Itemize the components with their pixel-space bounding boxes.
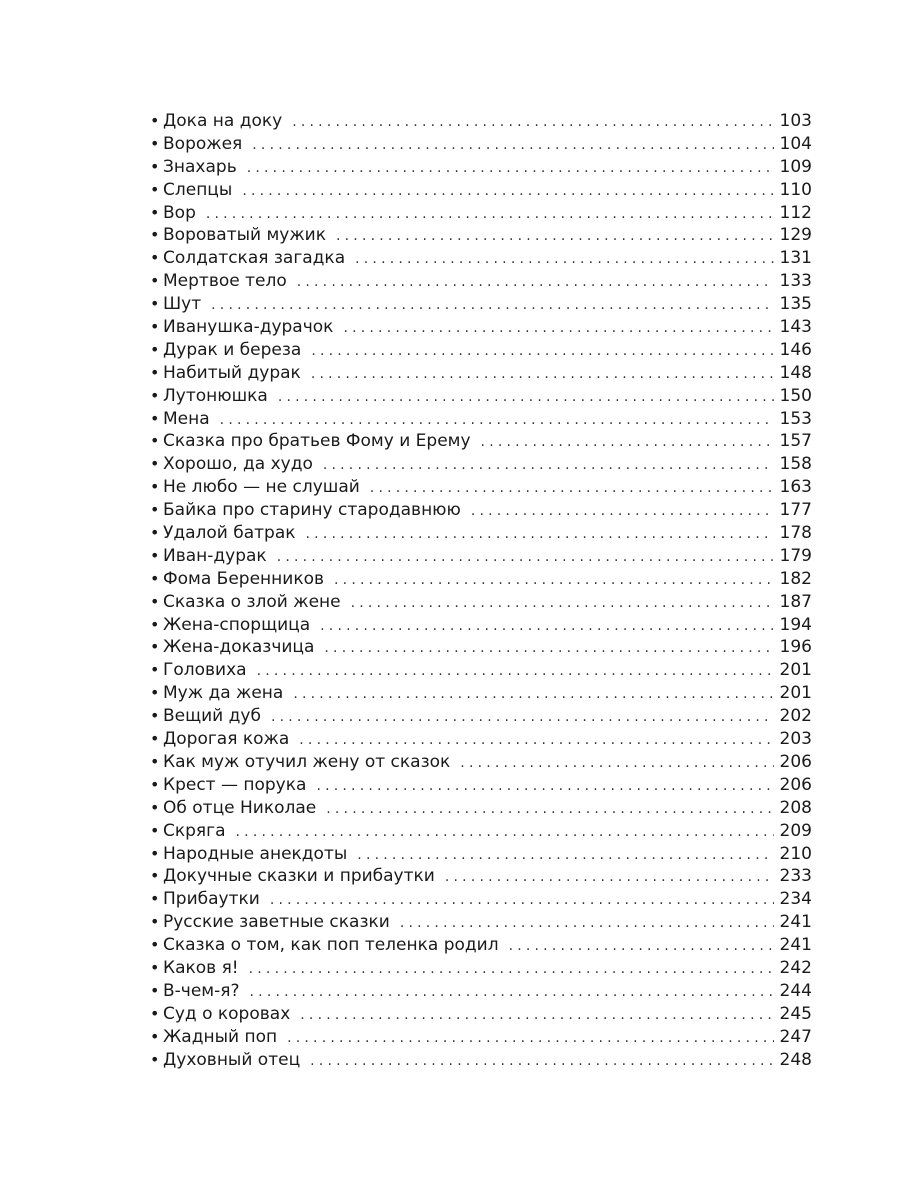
toc-entry <box>150 568 812 591</box>
entry-page-number: 194 <box>779 614 812 635</box>
bullet-icon: • <box>150 568 160 588</box>
entry-title: Как муж отучил жену от сказок <box>163 751 451 772</box>
entry-page-number: 196 <box>779 637 812 658</box>
bullet-icon: • <box>150 202 160 222</box>
toc-entry <box>150 888 812 911</box>
entry-page-number: 245 <box>779 1003 812 1024</box>
toc-entry <box>150 934 812 957</box>
toc-entry <box>150 522 812 545</box>
entry-title: Каков я! <box>163 957 239 978</box>
entry-title: Мертвое тело <box>163 271 287 292</box>
entry-title: Головиха <box>163 660 247 681</box>
bullet-icon: • <box>150 683 160 703</box>
dot-leader <box>297 271 774 294</box>
entry-page-number: 110 <box>779 179 812 200</box>
dot-leader <box>249 958 774 981</box>
entry-title: Фома Беренников <box>163 568 325 589</box>
bullet-icon: • <box>150 545 160 565</box>
bullet-icon: • <box>150 660 160 680</box>
bullet-icon: • <box>150 339 160 359</box>
entry-title: Байка про старину стародавнюю <box>163 500 461 521</box>
entry-page-number: 206 <box>779 751 812 772</box>
entry-page-number: 158 <box>779 454 812 475</box>
entry-title: Дорогая кожа <box>163 729 290 750</box>
dot-leader <box>211 294 773 317</box>
dot-leader <box>343 317 773 340</box>
entry-title: Сказка о злой жене <box>163 591 341 612</box>
bullet-icon: • <box>150 385 160 405</box>
toc-entry <box>150 591 812 614</box>
toc-entry <box>150 179 812 202</box>
entry-page-number: 182 <box>779 568 812 589</box>
dot-leader <box>316 775 773 798</box>
entry-page-number: 133 <box>779 271 812 292</box>
entry-page-number: 153 <box>779 408 812 429</box>
entry-page-number: 201 <box>779 660 812 681</box>
bullet-icon: • <box>150 1026 160 1046</box>
entry-page-number: 148 <box>779 362 812 383</box>
entry-title: Народные анекдоты <box>163 843 348 864</box>
bullet-icon: • <box>150 591 160 611</box>
dot-leader <box>300 1004 773 1027</box>
dot-leader <box>250 981 774 1004</box>
entry-page-number: 178 <box>779 523 812 544</box>
toc-entry <box>150 614 812 637</box>
bullet-icon: • <box>150 271 160 291</box>
entry-page-number: 135 <box>779 294 812 315</box>
entry-page-number: 131 <box>779 248 812 269</box>
dot-leader <box>357 844 773 867</box>
table-of-contents <box>150 110 812 1071</box>
toc-entry <box>150 705 812 728</box>
toc-entry <box>150 270 812 293</box>
bullet-icon: • <box>150 751 160 771</box>
dot-leader <box>242 180 773 203</box>
dot-leader <box>310 1050 773 1073</box>
bullet-icon: • <box>150 431 160 451</box>
entry-page-number: 201 <box>779 683 812 704</box>
bullet-icon: • <box>150 477 160 497</box>
bullet-icon: • <box>150 935 160 955</box>
bullet-icon: • <box>150 912 160 932</box>
entry-title: Не любо — не слушай <box>163 477 360 498</box>
dot-leader <box>324 637 773 660</box>
dot-leader <box>400 912 774 935</box>
entry-page-number: 109 <box>779 156 812 177</box>
dot-leader <box>306 523 774 546</box>
dot-leader <box>445 866 774 889</box>
toc-entry <box>150 865 812 888</box>
entry-title: Дурак и береза <box>163 339 302 360</box>
dot-leader <box>293 683 773 706</box>
bullet-icon: • <box>150 408 160 428</box>
entry-title: Докучные сказки и прибаутки <box>163 866 435 887</box>
entry-page-number: 209 <box>779 820 812 841</box>
entry-title: Жена-спорщица <box>163 614 311 635</box>
toc-entry <box>150 980 812 1003</box>
toc-entry <box>150 659 812 682</box>
entry-title: Вор <box>163 202 196 223</box>
entry-title: Крест — порука <box>163 774 307 795</box>
entry-title: Мена <box>163 408 210 429</box>
dot-leader <box>271 706 774 729</box>
bullet-icon: • <box>150 248 160 268</box>
entry-page-number: 241 <box>779 935 812 956</box>
entry-page-number: 247 <box>779 1026 812 1047</box>
bullet-icon: • <box>150 866 160 886</box>
dot-leader <box>292 111 773 134</box>
bullet-icon: • <box>150 1049 160 1069</box>
bullet-icon: • <box>150 111 160 130</box>
entry-page-number: 143 <box>779 317 812 338</box>
entry-title: Русские заветные сказки <box>163 912 390 933</box>
dot-leader <box>311 340 773 363</box>
toc-entry <box>150 316 812 339</box>
toc-entry <box>150 339 812 362</box>
toc-entry <box>150 430 812 453</box>
toc-entry <box>150 545 812 568</box>
bullet-icon: • <box>150 179 160 199</box>
dot-leader <box>326 798 773 821</box>
entry-title: Вороватый мужик <box>163 225 326 246</box>
entry-title: Муж да жена <box>163 683 284 704</box>
bullet-icon: • <box>150 500 160 520</box>
bullet-icon: • <box>150 362 160 382</box>
dot-leader <box>206 203 774 226</box>
toc-entry <box>150 682 812 705</box>
dot-leader <box>278 386 774 409</box>
bullet-icon: • <box>150 957 160 977</box>
entry-page-number: 206 <box>779 774 812 795</box>
entry-title: Слепцы <box>163 179 233 200</box>
dot-leader <box>509 935 774 958</box>
toc-entry <box>150 797 812 820</box>
entry-page-number: 163 <box>779 477 812 498</box>
entry-page-number: 104 <box>779 133 812 154</box>
entry-page-number: 150 <box>779 385 812 406</box>
entry-title: Жадный поп <box>163 1026 278 1047</box>
entry-title: Солдатская загадка <box>163 248 346 269</box>
toc-entry <box>150 247 812 270</box>
entry-title: Хорошо, да худо <box>163 454 313 475</box>
bullet-icon: • <box>150 797 160 817</box>
toc-entry <box>150 156 812 179</box>
toc-entry <box>150 202 812 225</box>
entry-page-number: 112 <box>779 202 812 223</box>
toc-entry <box>150 957 812 980</box>
entry-title: Набитый дурак <box>163 362 301 383</box>
dot-leader <box>320 615 773 638</box>
toc-entry <box>150 453 812 476</box>
bullet-icon: • <box>150 889 160 909</box>
entry-page-number: 242 <box>779 957 812 978</box>
entry-page-number: 202 <box>779 706 812 727</box>
dot-leader <box>252 134 773 157</box>
entry-page-number: 177 <box>779 500 812 521</box>
dot-leader <box>311 363 774 386</box>
dot-leader <box>257 660 774 683</box>
toc-entry <box>150 1049 812 1072</box>
entry-page-number: 210 <box>779 843 812 864</box>
dot-leader <box>299 729 773 752</box>
toc-entry <box>150 476 812 499</box>
toc-entry <box>150 385 812 408</box>
dot-leader <box>370 477 774 500</box>
entry-title: Удалой батрак <box>163 523 296 544</box>
bullet-icon: • <box>150 294 160 314</box>
dot-leader <box>481 431 774 454</box>
toc-entry <box>150 499 812 522</box>
entry-title: Суд о коровах <box>163 1003 291 1024</box>
bullet-icon: • <box>150 614 160 634</box>
dot-leader <box>334 569 774 592</box>
entry-title: Знахарь <box>163 156 237 177</box>
toc-entry <box>150 408 812 431</box>
dot-leader <box>351 592 774 615</box>
toc-entry <box>150 1026 812 1049</box>
entry-title: Ворожея <box>163 133 243 154</box>
toc-entry <box>150 843 812 866</box>
entry-title: Дока на доку <box>163 111 283 131</box>
toc-entry <box>150 110 812 133</box>
toc-entry <box>150 362 812 385</box>
bullet-icon: • <box>150 133 160 153</box>
entry-page-number: 157 <box>779 431 812 452</box>
entry-page-number: 146 <box>779 339 812 360</box>
bullet-icon: • <box>150 225 160 245</box>
entry-title: Вещий дуб <box>163 706 261 727</box>
dot-leader <box>471 500 774 523</box>
bullet-icon: • <box>150 729 160 749</box>
entry-title: Скряга <box>163 820 226 841</box>
toc-entry <box>150 224 812 247</box>
dot-leader <box>270 889 774 912</box>
bullet-icon: • <box>150 637 160 657</box>
entry-page-number: 179 <box>779 545 812 566</box>
toc-entry <box>150 1003 812 1026</box>
bullet-icon: • <box>150 1003 160 1023</box>
dot-leader <box>336 225 774 248</box>
entry-title: Иванушка-дурачок <box>163 317 334 338</box>
bullet-icon: • <box>150 454 160 474</box>
dot-leader <box>277 546 774 569</box>
dot-leader <box>287 1027 773 1050</box>
toc-entry <box>150 293 812 316</box>
dot-leader <box>323 454 774 477</box>
toc-entry <box>150 636 812 659</box>
entry-title: Сказка о том, как поп теленка родил <box>163 935 499 956</box>
entry-title: Духовный отец <box>163 1049 301 1070</box>
toc-entry <box>150 911 812 934</box>
entry-title: Прибаутки <box>163 889 260 910</box>
toc-entry <box>150 774 812 797</box>
entry-title: Шут <box>163 294 202 315</box>
bullet-icon: • <box>150 317 160 337</box>
entry-page-number: 234 <box>779 889 812 910</box>
entry-title: В-чем-я? <box>163 980 240 1001</box>
bullet-icon: • <box>150 980 160 1000</box>
toc-entry <box>150 133 812 156</box>
entry-page-number: 241 <box>779 912 812 933</box>
bullet-icon: • <box>150 706 160 726</box>
bullet-icon: • <box>150 156 160 176</box>
entry-page-number: 203 <box>779 729 812 750</box>
entry-title: Об отце Николае <box>163 797 317 818</box>
dot-leader <box>247 157 774 180</box>
entry-page-number: 187 <box>779 591 812 612</box>
entry-page-number: 248 <box>779 1049 812 1070</box>
toc-entry <box>150 820 812 843</box>
entry-title: Сказка про братьев Фому и Ерему <box>163 431 471 452</box>
entry-page-number: 208 <box>779 797 812 818</box>
bullet-icon: • <box>150 843 160 863</box>
dot-leader <box>220 409 774 432</box>
entry-page-number: 103 <box>779 111 812 131</box>
entry-page-number: 233 <box>779 866 812 887</box>
dot-leader <box>236 821 774 844</box>
dot-leader <box>460 752 773 775</box>
entry-page-number: 244 <box>779 980 812 1001</box>
bullet-icon: • <box>150 774 160 794</box>
bullet-icon: • <box>150 820 160 840</box>
entry-page-number: 129 <box>779 225 812 246</box>
bullet-icon: • <box>150 523 160 543</box>
entry-title: Жена-доказчица <box>163 637 315 658</box>
entry-title: Иван-дурак <box>163 545 267 566</box>
entry-title: Лутонюшка <box>163 385 268 406</box>
dot-leader <box>355 248 773 271</box>
toc-entry <box>150 751 812 774</box>
toc-entry <box>150 728 812 751</box>
